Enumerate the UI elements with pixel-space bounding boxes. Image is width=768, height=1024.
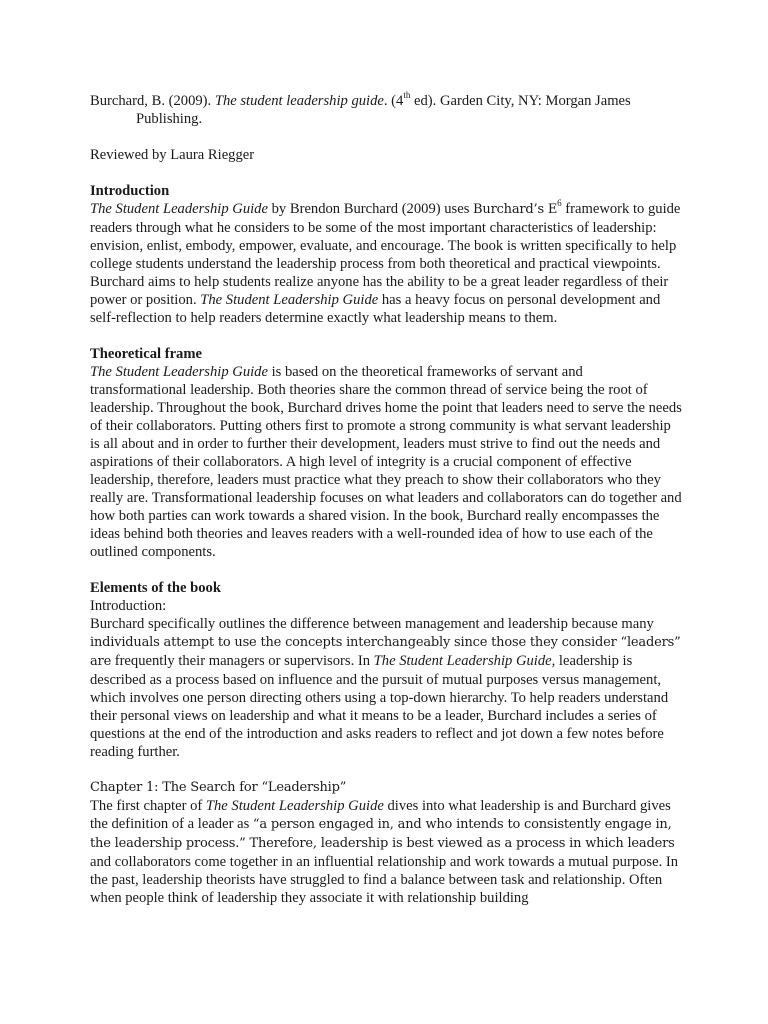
text-run: has a heavy focus on personal development and self-reflection to help readers determine exactly what leadership means to them. (90, 292, 661, 326)
text-run: is based on the theoretical frameworks of servant and transformational leadership. Both theories share the common thread of service being the root of leadership. Throughout the book, Burchard drives home the point that leaders need to serve the needs of their collaborators. Putting others first to promote a strong community is what servant leadership is all about and in order to further their development, leaders must strive to find out the needs and aspirations of their collaborators. A high level of integrity is a crucial component of effective leadership, therefore, leaders must practice what they preach to show their collaborators who they really are. Transformational leadership focuses on what leaders and collaborators can do together and how both parties can work towards a shared vision. In the book, Burchard really encompasses the ideas behind both theories and leaves readers with a well-rounded idea of how to use each of the outlined components. (90, 364, 682, 560)
text-run-alt: individuals attempt to use the concepts interchangeably since those they consider “leaders” are (90, 635, 681, 669)
citation-edition-sup: th (403, 90, 411, 101)
book-title: The Student Leadership Guide (90, 364, 268, 380)
book-title: The Student Leadership Guide, (373, 653, 556, 669)
heading-theoretical-frame: Theoretical frame (90, 346, 202, 362)
text-run-alt: Burchard’s E (473, 202, 558, 217)
chapter1-paragraph (90, 797, 682, 907)
text-run: Burchard specifically outlines the difference between management and leadership because many (90, 616, 654, 632)
book-title: The Student Leadership Guide (200, 292, 379, 308)
heading-elements: Elements of the book (90, 580, 221, 596)
text-run: dives into what leadership is and Burchard gives the definition of a leader as (90, 798, 671, 832)
citation-rest: ed). Garden City, NY: Morgan James Publishing. (136, 93, 631, 127)
book-title: The Student Leadership Guide (90, 201, 268, 217)
text-run: leadership is described as a process based on influence and the pursuit of mutual purposes versus management, which involves one person directing others using a top-down hierarchy. To help readers understand their personal views on leadership and what it means to be a leader, Burchard includes a series of questions at the end of the introduction and asks readers to reflect and jot down a few notes before reading further. (90, 653, 669, 760)
heading-chapter-1: Chapter 1: The Search for “Leadership” (90, 780, 347, 795)
elements-subheading: Introduction: (90, 598, 167, 614)
introduction-paragraph (90, 200, 682, 327)
superscript: 6 (557, 198, 562, 209)
citation (90, 92, 682, 128)
citation-title: The student leadership guide (214, 93, 384, 109)
reviewer-line: Reviewed by Laura Riegger (90, 147, 255, 163)
citation-prefix: Burchard, B. (2009). (90, 93, 215, 109)
citation-after-title: . (4 (383, 93, 404, 109)
text-run: framework to guide readers through what he considers to be some of the most important characteristics of leadership: envision, enlist, embody, empower, evaluate, and encourage. The book is written specifically to help college students understand the leadership process from both theoretical and practical viewpoints. Burchard aims to help students realize anyone has the ability to be a great leader regardless of their power or position. (90, 201, 681, 308)
heading-introduction: Introduction (90, 183, 170, 199)
text-run: by Brendon Burchard (2009) uses (267, 201, 474, 217)
text-run: The first chapter of (90, 798, 206, 814)
elements-paragraph (90, 615, 682, 761)
book-title: The Student Leadership Guide (205, 798, 384, 814)
text-run: frequently their managers or supervisors. In (111, 653, 374, 669)
text-run-alt: “a person engaged in, and who intends to consistently engage in, the leadership process.” Therefore, leadership is best viewed as a process in which leaders (90, 817, 675, 851)
text-run: and collaborators come together in an influential relationship and work towards a mutual purpose. In the past, leadership theorists have struggled to find a balance between task and relationship. Often when people think of leadership they associate it with relationship building (90, 854, 679, 906)
theoretical-paragraph (90, 363, 682, 561)
